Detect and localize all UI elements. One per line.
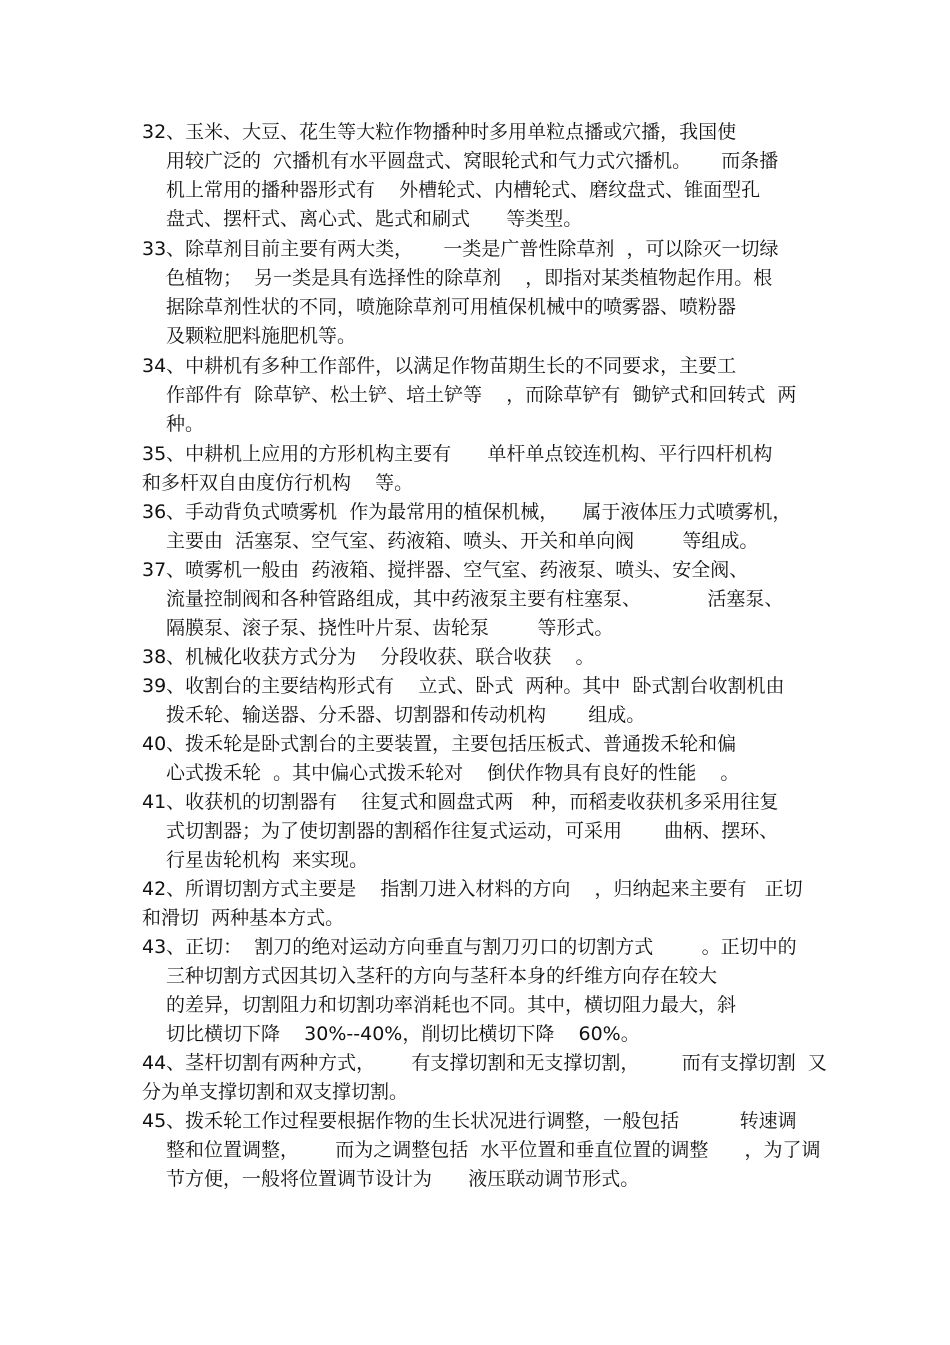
item-44-line-2: 分为单支撑切割和双支撑切割。: [142, 1081, 409, 1103]
item-42-line-1: 42、所谓切割方式主要是 指割刀进入材料的方向 ，归纳起来主要有 正切: [142, 878, 803, 900]
item-35-line-2: 和多杆双自由度仿行机构 等。: [142, 472, 414, 494]
item-39-line-1: 39、收割台的主要结构形式有 立式、卧式 两种。其中 卧式割台收割机由: [142, 675, 785, 697]
item-34-line-1: 34、中耕机有多种工作部件，以满足作物苗期生长的不同要求，主要工: [142, 355, 737, 377]
item-37-line-3: 隔膜泵、滚子泵、挠性叶片泵、齿轮泵 等形式。: [166, 617, 614, 639]
item-41-line-3: 行星齿轮机构 来实现。: [166, 849, 369, 871]
item-41-line-1: 41、收获机的切割器有 往复式和圆盘式两 种，而稻麦收获机多采用往复: [142, 791, 779, 813]
item-43-line-1: 43、正切： 割刀的绝对运动方向垂直与割刀刃口的切割方式 。正切中的: [142, 936, 797, 958]
item-45-line-2: 整和位置调整， 而为之调整包括 水平位置和垂直位置的调整 ，为了调: [166, 1139, 821, 1161]
item-34-line-2: 作部件有 除草铲、松土铲、培土铲等 ，而除草铲有 锄铲式和回转式 两: [166, 384, 797, 406]
item-32-line-2: 用较广泛的 穴播机有水平圆盘式、窝眼轮式和气力式穴播机。 而条播: [166, 150, 779, 172]
item-36-line-1: 36、手动背负式喷雾机 作为最常用的植保机械， 属于液体压力式喷雾机，: [142, 501, 792, 523]
item-38-line-1: 38、机械化收获方式分为 分段收获、联合收获 。: [142, 646, 595, 668]
item-40-line-1: 40、拨禾轮是卧式割台的主要装置，主要包括压板式、普通拨禾轮和偏: [142, 733, 737, 755]
item-32-line-4: 盘式、摆杆式、离心式、匙式和刷式 等类型。: [166, 208, 583, 230]
item-33-line-2: 色植物； 另一类是具有选择性的除草剂 ，即指对某类植物起作用。根: [166, 267, 773, 289]
item-39-line-2: 拨禾轮、输送器、分禾器、切割器和传动机构 组成。: [166, 704, 646, 726]
item-32-line-3: 机上常用的播种器形式有 外槽轮式、内槽轮式、磨纹盘式、锥面型孔: [166, 179, 761, 201]
item-33-line-1: 33、除草剂目前主要有两大类， 一类是广普性除草剂 ，可以除灭一切绿: [142, 238, 779, 260]
item-33-line-3: 据除草剂性状的不同，喷施除草剂可用植保机械中的喷雾器、喷粉器: [166, 296, 737, 318]
item-37-line-1: 37、喷雾机一般由 药液箱、搅拌器、空气室、药液泵、喷头、安全阀、: [142, 559, 749, 581]
item-45-line-1: 45、拨禾轮工作过程要根据作物的生长状况进行调整，一般包括 转速调: [142, 1110, 797, 1132]
item-37-line-2: 流量控制阀和各种管路组成，其中药液泵主要有柱塞泵、 活塞泵、: [166, 588, 784, 610]
item-45-line-3: 节方便，一般将位置调节设计为 液压联动调节形式。: [166, 1168, 640, 1190]
item-44-line-1: 44、茎杆切割有两种方式， 有支撑切割和无支撑切割， 而有支撑切割 又: [142, 1052, 827, 1074]
item-43-line-2: 三种切割方式因其切入茎秆的方向与茎秆本身的纤维方向存在较大: [166, 965, 718, 987]
item-34-line-3: 种。: [166, 413, 205, 435]
item-35-line-1: 35、中耕机上应用的方形机构主要有 单杆单点铰连机构、平行四杆机构: [142, 443, 773, 465]
item-32-line-1: 32、玉米、大豆、花生等大粒作物播种时多用单粒点播或穴播，我国使: [142, 121, 737, 143]
item-42-line-2: 和滑切 两种基本方式。: [142, 907, 345, 929]
item-33-line-4: 及颗粒肥料施肥机等。: [166, 325, 357, 347]
item-36-line-2: 主要由 活塞泵、空气室、药液箱、喷头、开关和单向阀 等组成。: [166, 530, 759, 552]
item-43-line-3: 的差异，切割阻力和切割功率消耗也不同。其中，横切阻力最大，斜: [166, 994, 737, 1016]
item-40-line-2: 心式拨禾轮 。其中偏心式拨禾轮对 倒伏作物具有良好的性能 。: [166, 762, 740, 784]
item-41-line-2: 式切割器；为了使切割器的割稻作往复式运动，可采用 曲柄、摆环、: [166, 820, 779, 842]
item-43-line-4: 切比横切下降 30%--40%，削切比横切下降 60%。: [166, 1023, 640, 1045]
